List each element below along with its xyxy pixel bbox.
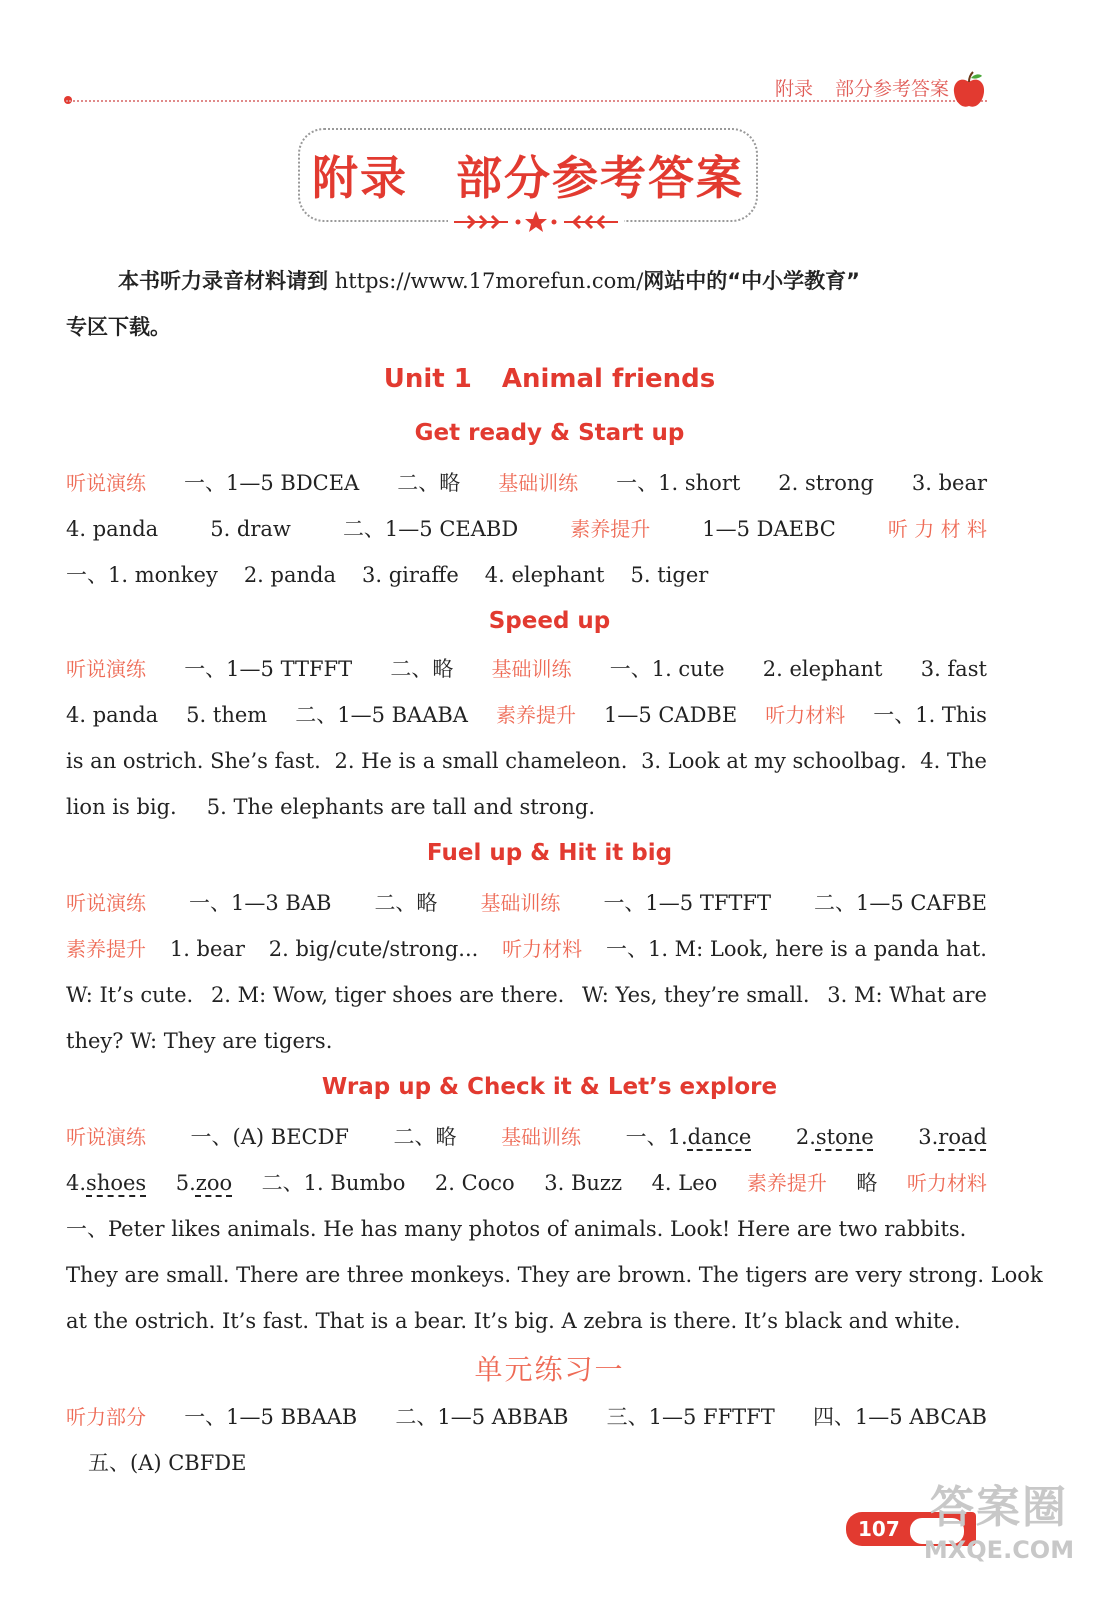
watermark: 答案圈 MXQE.COM (923, 1482, 1075, 1564)
page-number: 107 (846, 1512, 976, 1546)
runner-right: 部分参考答案 (834, 78, 949, 100)
running-header (753, 74, 949, 101)
unit-heading: Unit 1 Animal friends (383, 364, 716, 394)
ornament-star-icon (448, 208, 624, 236)
section-unit-practice: 听力部分 一、1—5 BBAAB 二、1—5 ABBAB 三、1—5 FFTFT 四、1—5 ABCAB 五、(A) CBFDE (66, 1405, 987, 1475)
unit-practice-heading: 单元练习一 (474, 1353, 625, 1386)
intro-paragraph: 本书听力录音材料请到 https://www.17morefun.com/网站中的“中小学教育” 专区下载。 (66, 269, 860, 339)
section-fuel-up: 听说演练 一、1—3 BAB 二、略 基础训练 一、1—5 TFTFT 二、1—5 CAFBE 素养提升 1. bear 2. big/cute/strong... 听力材料 一、1. M: Look, here is a panda hat. W: It’s cute. 2. M: Wow, tiger shoes are there. W: Yes, they’re small. 3. M: What are they? W: They are tigers. (66, 891, 987, 1053)
runner-left: 附录 (774, 78, 813, 100)
section-heading: Wrap up & Check it & Let’s explore (321, 1074, 778, 1100)
section-heading: Speed up (488, 608, 611, 634)
page-title: 附录 部分参考答案 (312, 151, 744, 205)
section-heading: Fuel up & Hit it big (426, 840, 673, 866)
apple-icon (951, 70, 987, 110)
section-speed-up: 听说演练 一、1—5 TTFFT 二、略 基础训练 一、1. cute 2. elephant 3. fast 4. panda 5. them 二、1—5 BAABA 素养提升 1—5 CADBE 听力材料 一、1. This is an ostrich. She’s fast. 2. He is a small chameleon. 3. Look at my schoolbag. 4. The lion is big. 5. The elephants are tall and strong. (66, 657, 987, 819)
download-url: https://www.17morefun.com/ (334, 269, 644, 293)
section-heading: Get ready & Start up (414, 420, 685, 446)
section-wrap-up: 听说演练 一、(A) BECDF 二、略 基础训练 一、1.dance 2.stone 3.road 4.shoes 5.zoo 二、1. Bumbo 2. Coco 3. Buzz 4. Leo 素养提升 略 听力材料 一、Peter likes animals. He has many photos of animals. Look! Here are two rabbits. They are small. There are three monkeys. They are brown. The tigers are very strong. Look at the ostrich. It’s fast. That is a bear. It’s big. A zebra is there. It’s black and white. (66, 1125, 1043, 1333)
section-get-ready: 听说演练 一、1—5 BDCEA 二、略 基础训练 一、1. short 2. strong 3. bear 4. panda 5. draw 二、1—5 CEABD 素养提升 1—5 DAEBC 听 力 材 料 一、1. monkey 2. panda 3. giraffe 4. elephant 5. tiger (66, 471, 987, 587)
